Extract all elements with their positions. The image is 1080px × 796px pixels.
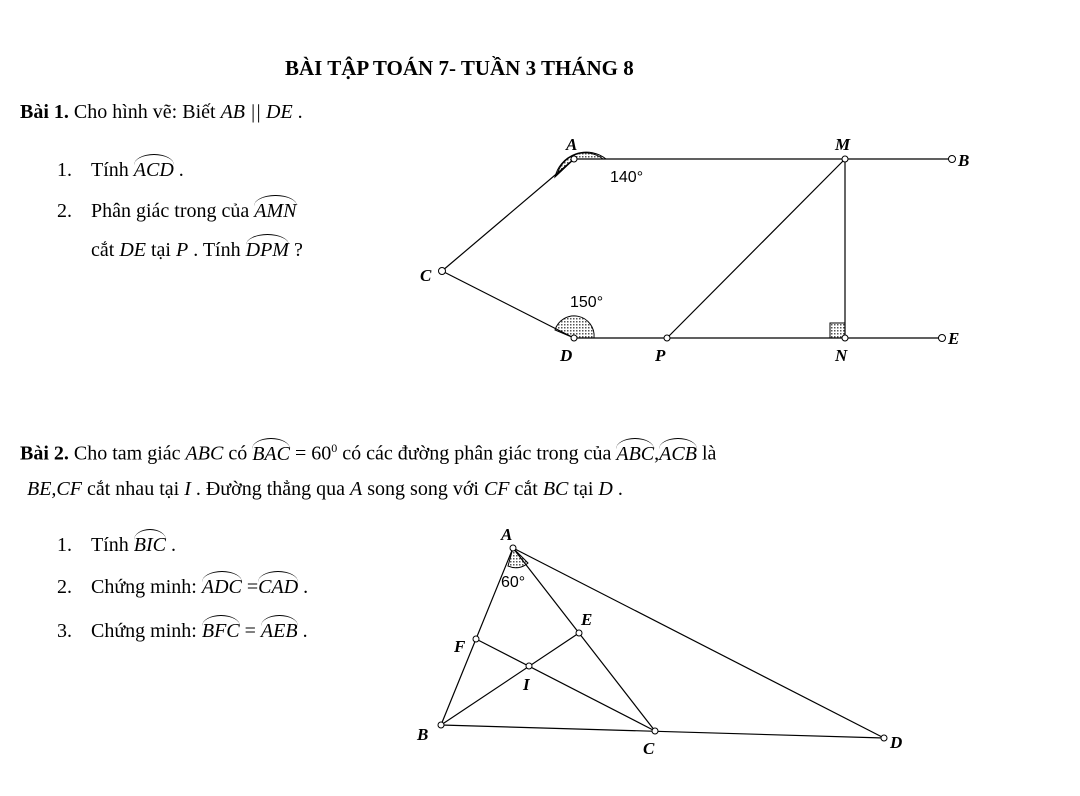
label-c: C: [643, 739, 655, 758]
q-number: 1.: [57, 159, 72, 181]
point-p: P: [175, 239, 189, 261]
label-d: D: [560, 346, 573, 365]
segment-ac: [513, 548, 655, 731]
text-fragment: . Tính: [188, 239, 246, 261]
angle-value-d: 150°: [570, 294, 604, 311]
q-end: .: [166, 534, 176, 556]
label-m: M: [835, 135, 851, 154]
segment-bd: [441, 725, 884, 738]
point-e: [576, 630, 582, 636]
angle-bfc: BFC: [201, 620, 240, 642]
point-a: [510, 545, 516, 551]
text-fragment: tại: [145, 239, 176, 261]
text-fragment: tại: [568, 478, 599, 500]
text-fragment: =: [241, 576, 259, 598]
label-a: A: [501, 525, 513, 544]
bai2-heading: Bài 2.: [20, 442, 69, 465]
angle-acb: ACB: [659, 442, 697, 465]
label-a: A: [566, 135, 578, 154]
angle-aeb: AEB: [260, 620, 298, 642]
q-end: ?: [288, 239, 303, 261]
label-b: B: [958, 151, 970, 170]
label-e: E: [581, 610, 593, 629]
label-b: B: [417, 725, 429, 744]
text-fragment: . Đường thẳng qua: [190, 478, 351, 500]
text-fragment: .: [612, 478, 623, 500]
label-f: F: [454, 637, 466, 656]
label-n: N: [835, 346, 848, 365]
text-fragment: = 60: [290, 442, 332, 465]
bai1-heading: Bài 1.: [20, 101, 69, 123]
angle-value-a: 60°: [501, 574, 526, 591]
segment-cf: CF: [483, 478, 510, 500]
angle-value-a: 140°: [610, 169, 644, 186]
text-fragment: =: [239, 620, 261, 642]
segment-bc: BC: [542, 478, 569, 500]
label-e: E: [948, 329, 960, 348]
q-number: 2.: [57, 200, 72, 222]
q-text: Phân giác trong của: [91, 200, 255, 222]
point-b: [438, 722, 444, 728]
q-number: 3.: [57, 620, 72, 642]
point-c: [652, 728, 658, 734]
segment-de: DE: [119, 239, 146, 261]
point-d: [881, 735, 887, 741]
angle-dpm: DPM: [245, 239, 289, 261]
text-fragment: cắt: [509, 478, 543, 500]
angle-bic: BIC: [133, 534, 166, 556]
angle-bac: BAC: [252, 442, 290, 465]
q-end: .: [298, 576, 309, 598]
label-d: D: [890, 733, 903, 752]
q-text: Tính: [91, 534, 134, 556]
q-number: 2.: [57, 576, 72, 598]
text-fragment: cắt: [91, 239, 120, 261]
q-text: Chứng minh:: [91, 576, 202, 598]
label-c: C: [420, 266, 432, 285]
q-text: Tính: [91, 159, 134, 181]
angle-acd: ACD: [133, 159, 174, 181]
text-fragment: có các đường phân giác trong của: [337, 442, 617, 465]
bai1-given: AB || DE: [220, 101, 293, 123]
bai1-period: .: [292, 101, 303, 123]
text-fragment: Cho tam giác: [68, 442, 186, 465]
text-fragment: ,: [654, 442, 660, 465]
label-p: P: [655, 346, 666, 365]
angle-cad: CAD: [258, 576, 299, 598]
point-d: D: [598, 478, 613, 500]
point-f: [473, 636, 479, 642]
q-end: .: [297, 620, 308, 642]
point-a: A: [350, 478, 363, 500]
text-fragment: có: [223, 442, 253, 465]
q-end: .: [173, 159, 184, 181]
q-text: Chứng minh:: [91, 620, 202, 642]
triangle-abc: ABC: [185, 442, 224, 465]
text-fragment: song song với: [362, 478, 484, 500]
angle-adc: ADC: [201, 576, 242, 598]
angle-amn: AMN: [254, 200, 297, 222]
text-fragment: là: [696, 442, 717, 465]
point-i: I: [184, 478, 191, 500]
degree-sup: 0: [331, 441, 338, 455]
q-number: 1.: [57, 534, 72, 556]
bai1-intro: Cho hình vẽ: Biết: [68, 101, 221, 123]
bisectors-be-cf: BE,CF: [27, 478, 82, 500]
label-i: I: [523, 675, 530, 694]
segment-ad: [513, 548, 884, 738]
point-i: [526, 663, 532, 669]
angle-abc: ABC: [616, 442, 655, 465]
page-title: BÀI TẬP TOÁN 7- TUẦN 3 THÁNG 8: [285, 56, 634, 80]
text-fragment: cắt nhau tại: [82, 478, 185, 500]
segment-cf: [476, 639, 655, 731]
